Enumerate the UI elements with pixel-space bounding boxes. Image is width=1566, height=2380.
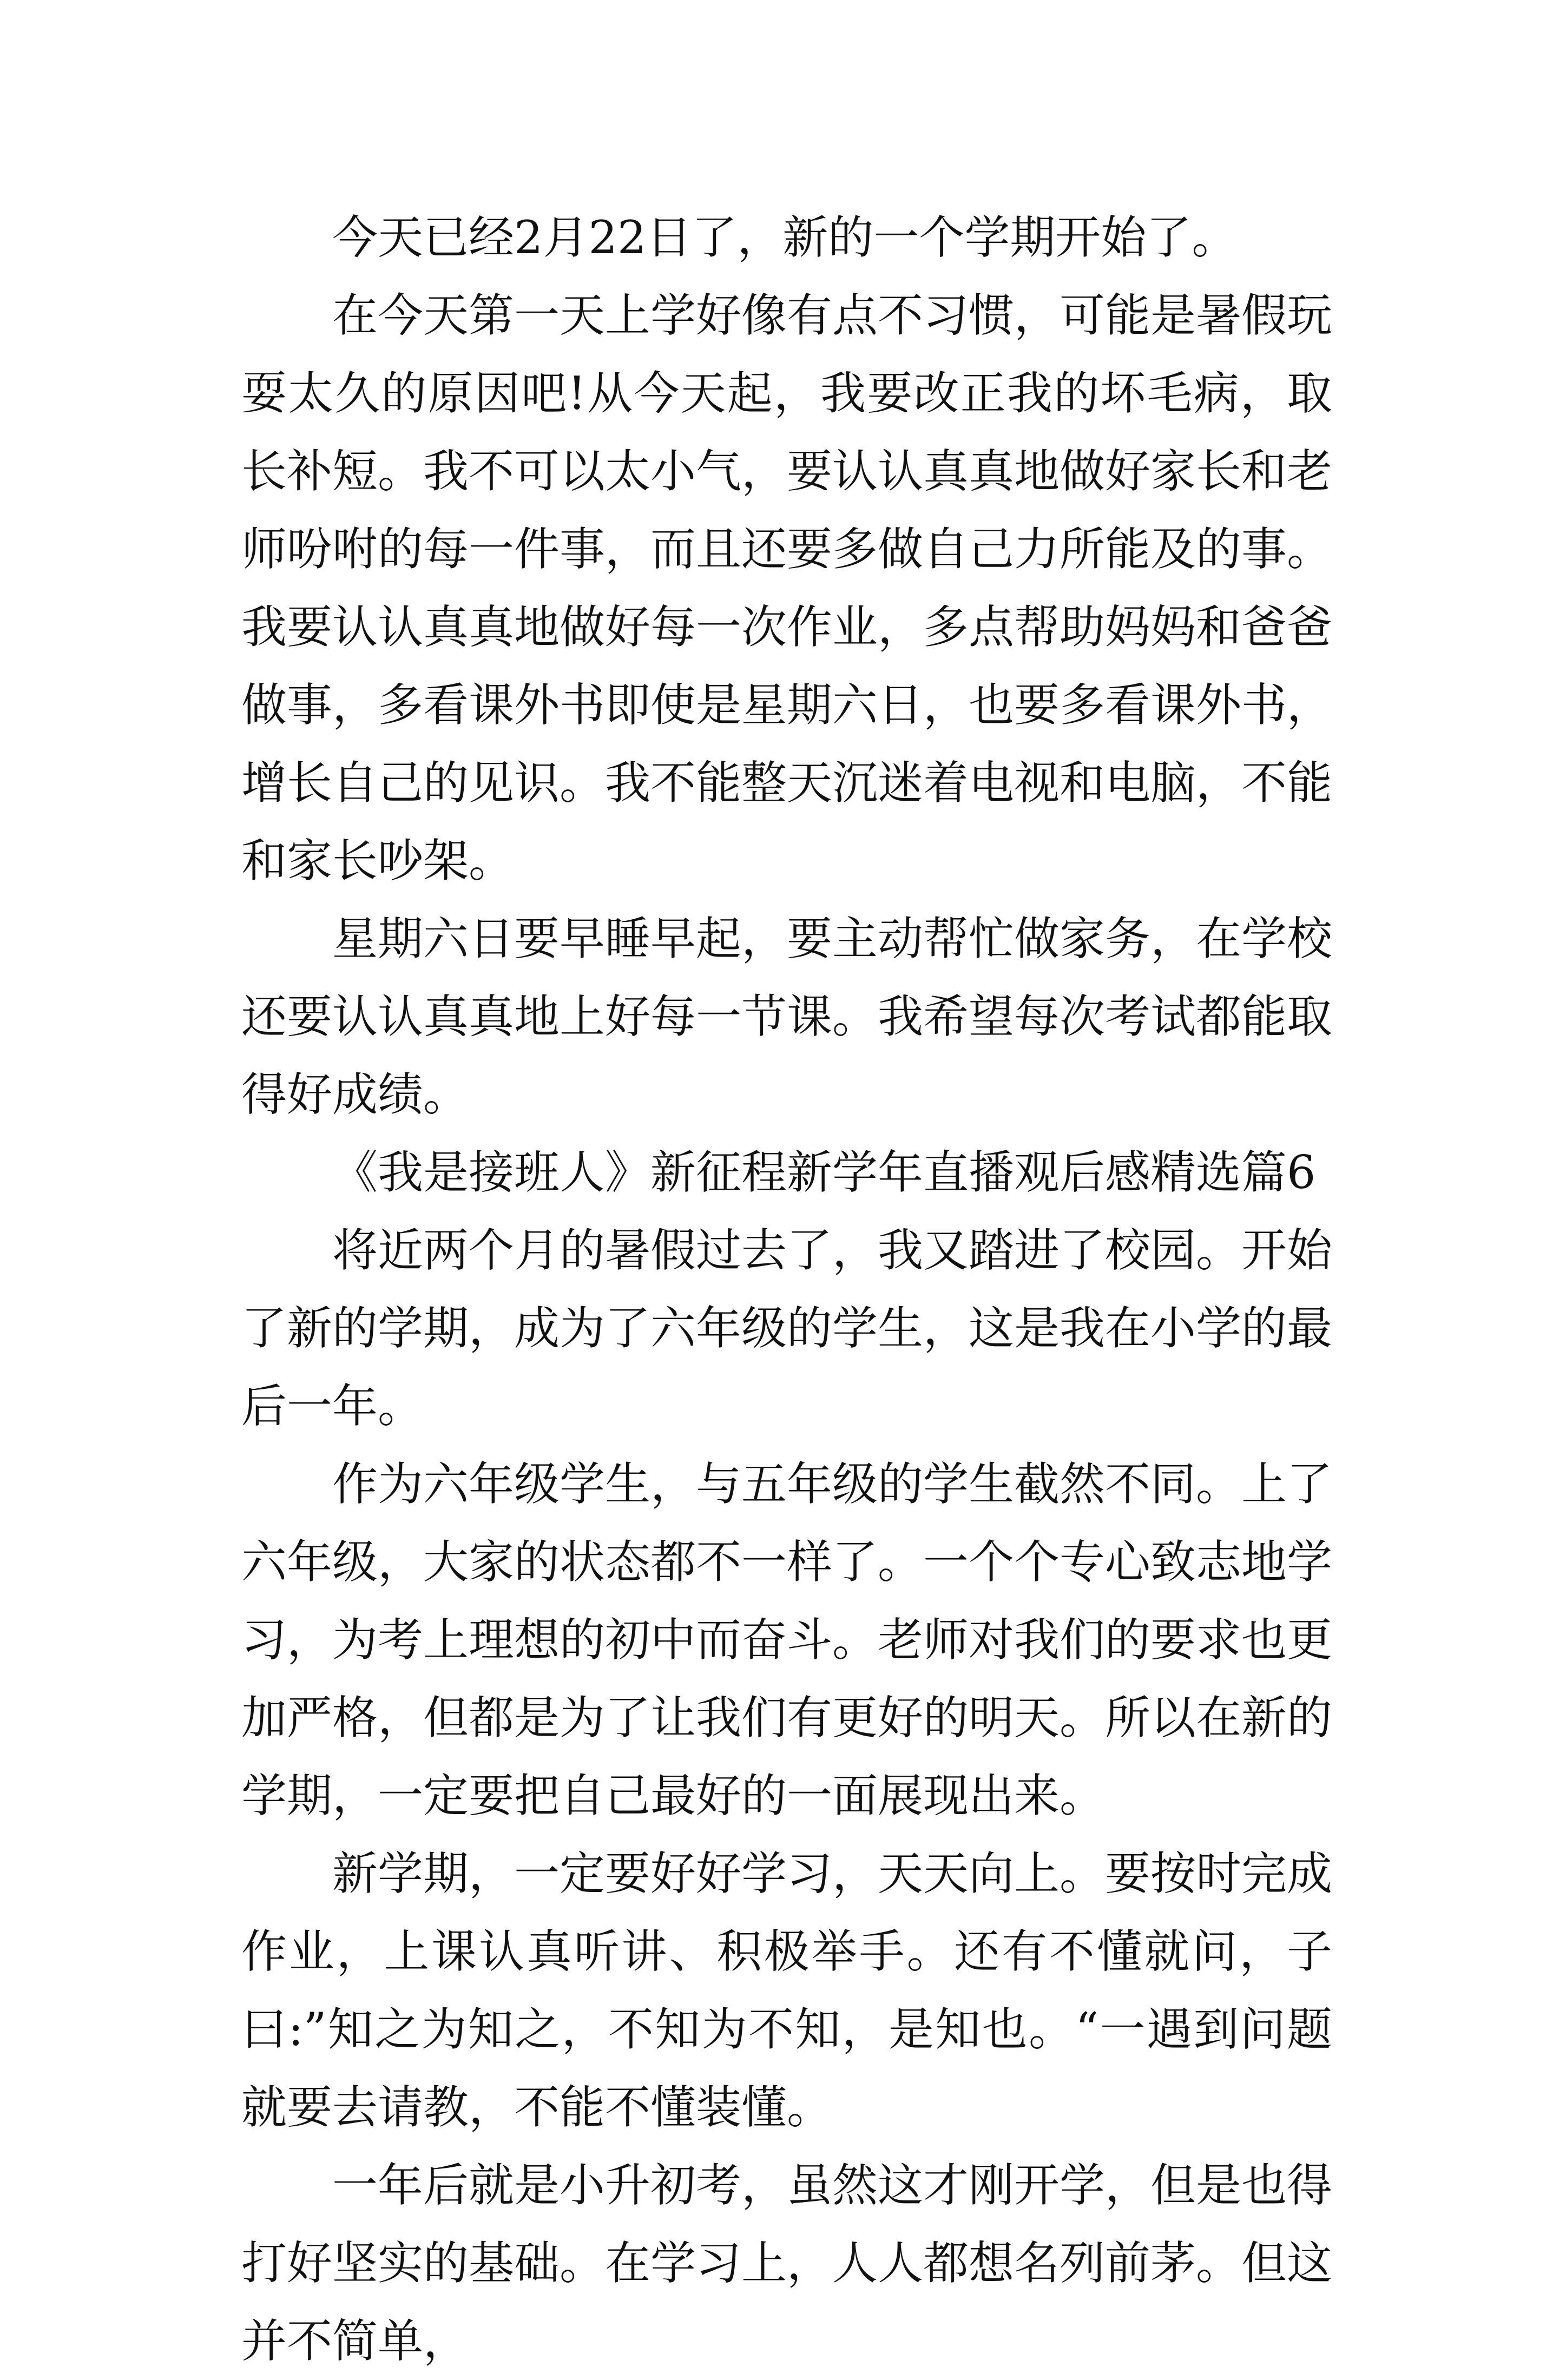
section-heading: 《我是接班人》新征程新学年直播观后感精选篇6 xyxy=(332,1146,1316,1199)
paragraph: 作为六年级学生，与五年级的学生截然不同。上了六年级，大家的状态都不一样了。一个个专心致志地学习，为考上理想的初中而奋斗。老师对我们的要求也更加严格，但都是为了让我们有更好的明天。所以在新的学期，一定要把自己最好的一面展现出来。 xyxy=(241,1458,1333,1822)
paragraph: 将近两个月的暑假过去了，我又踏进了校园。开始了新的学期，成为了六年级的学生，这是我在小学的最后一年。 xyxy=(241,1224,1333,1433)
paragraph: 一年后就是小升初考，虽然这才刚开学，但是也得打好坚实的基础。在学习上，人人都想名列前茅。但这并不简单， xyxy=(241,2159,1333,2368)
document-body xyxy=(241,199,1332,2380)
paragraph: 在今天第一天上学好像有点不习惯，可能是暑假玩耍太久的原因吧!从今天起，我要改正我的坏毛病，取长补短。我不可以太小气，要认认真真地做好家长和老师吩咐的每一件事，而且还要多做自己力所能及的事。我要认认真真地做好每一次作业，多点帮助妈妈和爸爸做事，多看课外书即使是星期六日，也要多看课外书，增长自己的见识。我不能整天沉迷着电视和电脑，不能和家长吵架。 xyxy=(241,289,1333,887)
paragraph: 新学期，一定要好好学习，天天向上。要按时完成作业，上课认真听讲、积极举手。还有不懂就问，子曰:”知之为知之，不知为不知，是知也。“一遇到问题就要去请教，不能不懂装懂。 xyxy=(241,1847,1333,2134)
paragraph: 星期六日要早睡早起，要主动帮忙做家务，在学校还要认认真真地上好每一节课。我希望每次考试都能取得好成绩。 xyxy=(241,912,1333,1121)
paragraph: 今天已经2月22日了，新的一个学期开始了。 xyxy=(332,211,1238,264)
